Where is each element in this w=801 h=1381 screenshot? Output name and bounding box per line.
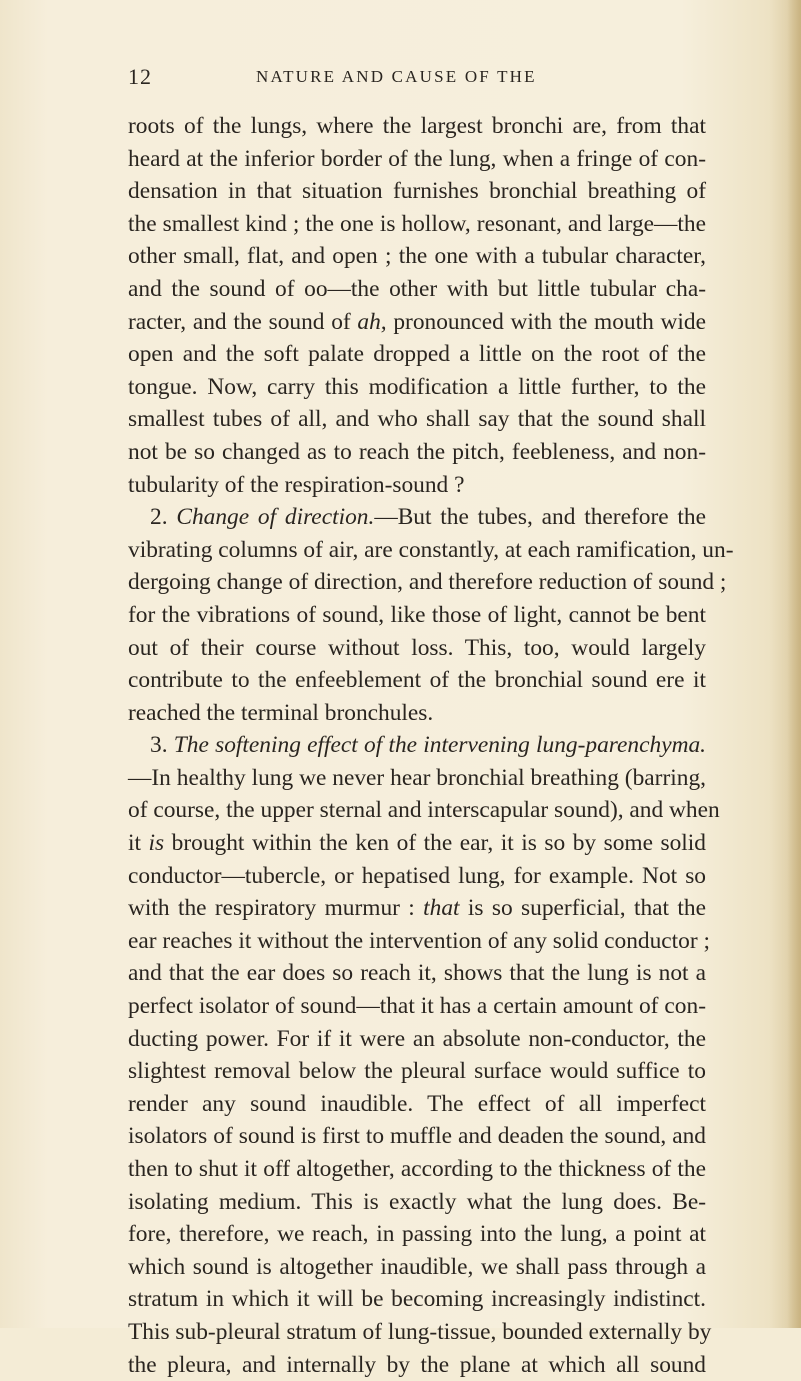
text-line: open and the soft palate dropped a little on the root of the xyxy=(128,341,706,368)
running-head: NATURE AND CAUSE OF THE xyxy=(256,67,537,86)
text-line: fore, therefore, we reach, in passing into the lung, a point at xyxy=(128,1221,706,1248)
text-line: densation in that situation furnishes bronchial breathing of xyxy=(128,178,706,205)
text-line: which sound is altogether inaudible, we shall pass through a xyxy=(128,1253,706,1280)
text-line: vibrating columns of air, are constantly, at each ramification, un- xyxy=(128,536,734,563)
text-line: not be so changed as to reach the pitch, feebleness, and non- xyxy=(128,438,706,465)
text-line: the pleura, and internally by the plane at which all sound xyxy=(128,1351,706,1378)
text-line: stratum in which it will be becoming increasingly indistinct. xyxy=(128,1286,706,1313)
text-line: and the sound of oo—the other with but little tubular cha- xyxy=(128,275,706,302)
page-number: 12 xyxy=(128,64,152,89)
text-line: render any sound inaudible. The effect of all imperfect xyxy=(128,1090,706,1117)
text-line: tubularity of the respiration-sound ? xyxy=(128,471,465,498)
text-line: reached the terminal bronchules. xyxy=(128,699,434,726)
text-line: conductor—tubercle, or hepatised lung, for example. Not so xyxy=(128,862,706,889)
text-line: slightest removal below the pleural surface would suffice to xyxy=(128,1058,706,1085)
text-line: This sub-pleural stratum of lung-tissue, bounded externally by xyxy=(128,1318,712,1345)
text-line: out of their course without loss. This, too, would largely xyxy=(128,634,706,661)
text-line: for the vibrations of sound, like those of light, cannot be bent xyxy=(128,601,706,628)
text-line: and that the ear does so reach it, shows that the lung is not a xyxy=(128,960,706,987)
text-line: isolating medium. This is exactly what the lung does. Be- xyxy=(128,1188,706,1215)
text-line: it is brought within the ken of the ear, it is so by some solid xyxy=(128,830,706,857)
text-line: then to shut it off altogether, according to the thickness of the xyxy=(128,1156,706,1182)
text-line: 2. Change of direction.—But the tubes, and therefore the xyxy=(150,504,706,531)
text-line: racter, and the sound of ah, pronounced with the mouth wide xyxy=(128,308,706,335)
text-line: contribute to the enfeeblement of the bronchial sound ere it xyxy=(128,667,706,694)
text-line: dergoing change of direction, and therefore reduction of sound ; xyxy=(128,569,727,596)
text-line: of course, the upper sternal and interscapular sound), and when xyxy=(128,797,720,824)
text-line: —In healthy lung we never hear bronchial breathing (barring, xyxy=(128,764,706,791)
text-line: the smallest kind ; the one is hollow, resonant, and large—the xyxy=(128,210,706,237)
text-line: perfect isolator of sound—that it has a certain amount of con- xyxy=(128,993,706,1020)
text-line: isolators of sound is first to muffle and deaden the sound, and xyxy=(128,1123,706,1150)
text-line: ear reaches it without the intervention of any solid conductor ; xyxy=(128,927,710,954)
page-header xyxy=(128,64,688,90)
text-line: other small, flat, and open ; the one with a tubular character, xyxy=(128,243,706,270)
page-edge-shadow xyxy=(787,0,801,1328)
text-line: 3. The softening effect of the intervening lung-parenchyma. xyxy=(150,732,707,759)
text-line: smallest tubes of all, and who shall say that the sound shall xyxy=(128,406,706,433)
text-line: heard at the inferior border of the lung, when a fringe of con- xyxy=(128,145,706,172)
text-line: tongue. Now, carry this modification a little further, to the xyxy=(128,373,706,400)
text-line: roots of the lungs, where the largest bronchi are, from that xyxy=(128,113,706,139)
text-line: ducting power. For if it were an absolute non-conductor, the xyxy=(128,1025,706,1052)
text-line: with the respiratory murmur : that is so superficial, that the xyxy=(128,895,706,922)
body-text xyxy=(128,110,734,1381)
